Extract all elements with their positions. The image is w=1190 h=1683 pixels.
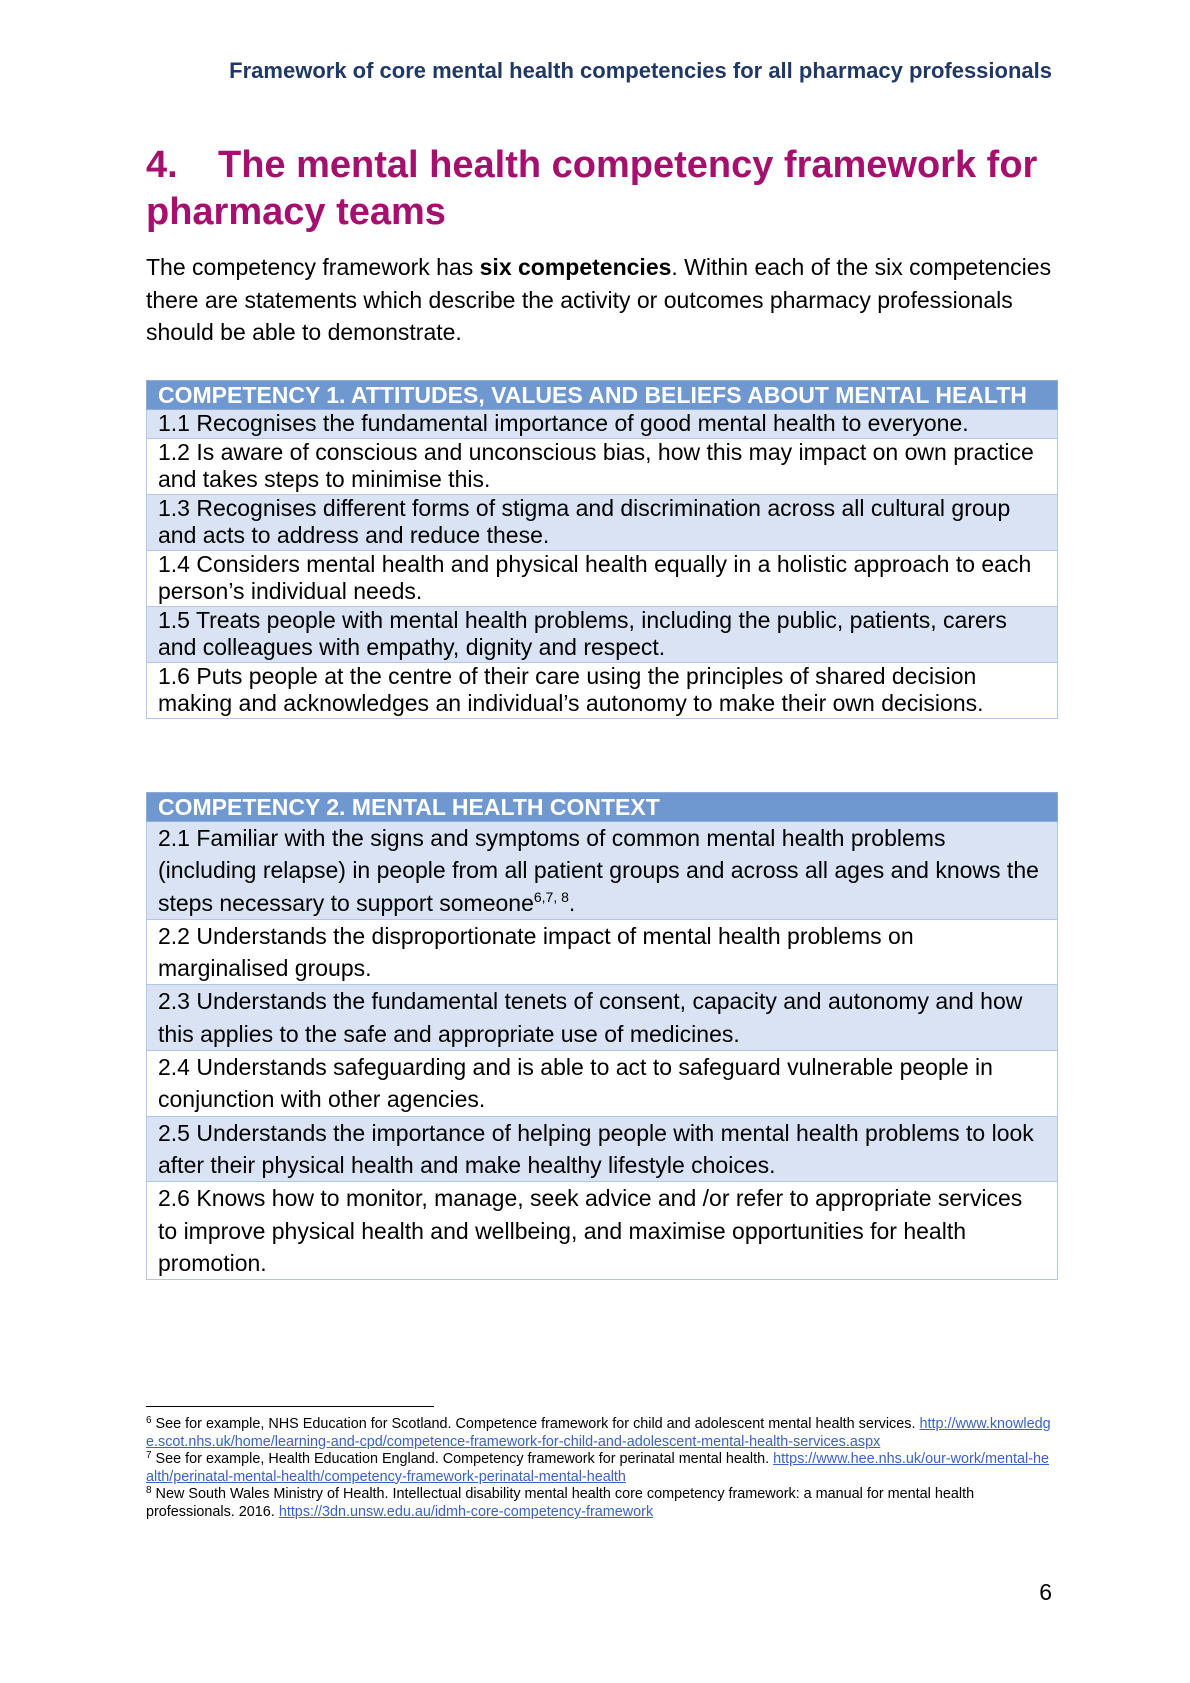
table-row (147, 494, 1058, 550)
statement-2-2: 2.2 Understands the disproportionate impact of mental health problems on marginalised groups. (147, 919, 1058, 985)
footnote-mark: 6 (146, 1415, 152, 1426)
statement-1-5: 1.5 Treats people with mental health problems, including the public, patients, carers and colleagues with empathy, dignity and respect. (147, 606, 1058, 662)
table-row (147, 438, 1058, 494)
footnote-refs: 6,7, 8 (533, 888, 569, 905)
table-row (147, 410, 1058, 439)
statement-2-4: 2.4 Understands safeguarding and is able to act to safeguard vulnerable people in conjunction with other agencies. (147, 1051, 1058, 1117)
statement-2-1-text: 2.1 Familiar with the signs and symptoms of common mental health problems (including relapse) in people from all patient groups and across all ages and knows the steps necessary to support someone (158, 825, 1039, 916)
footnote-mark: 7 (146, 1450, 152, 1462)
page-number: 6 (1039, 1579, 1052, 1605)
competency-1-heading: COMPETENCY 1. ATTITUDES, VALUES AND BELIEFS ABOUT MENTAL HEALTH (147, 381, 1058, 410)
statement-1-3: 1.3 Recognises different forms of stigma and discrimination across all cultural group and acts to address and reduce these. (147, 494, 1058, 550)
footnote-mark: 8 (146, 1485, 152, 1497)
statement-1-6: 1.6 Puts people at the centre of their care using the principles of shared decision making and acknowledges an individual’s autonomy to make their own decisions. (147, 662, 1058, 718)
table-row (147, 822, 1058, 920)
intro-text-start: The competency framework has (146, 254, 480, 280)
statement-2-1 (147, 822, 1058, 920)
table-row (147, 550, 1058, 606)
footnote-6 (146, 1416, 1056, 1451)
footnote-text: See for example, Health Education England. Competency framework for perinatal mental health. (151, 1451, 774, 1468)
intro-paragraph (146, 251, 1076, 349)
footnotes (146, 1416, 1056, 1522)
intro-emphasis: six competencies (479, 254, 672, 280)
statement-2-6: 2.6 Knows how to monitor, manage, seek advice and /or refer to appropriate services to improve physical health and wellbeing, and maximise opportunities for health promotion. (147, 1182, 1058, 1280)
section-number: 4. (146, 144, 178, 186)
statement-1-4: 1.4 Considers mental health and physical health equally in a holistic approach to each person’s individual needs. (147, 550, 1058, 606)
table-row (147, 662, 1058, 718)
competency-2-heading: COMPETENCY 2. MENTAL HEALTH CONTEXT (147, 793, 1058, 822)
statement-1-1: 1.1 Recognises the fundamental importance of good mental health to everyone. (147, 410, 1058, 439)
footnote-link[interactable]: http://www.knowledge.scot.nhs.uk/home/learning-and-cpd/competence-framework-for-child-and-adolescent-mental-health-services.aspx (146, 1416, 1051, 1450)
footnote-8 (146, 1486, 1056, 1521)
table-row (147, 606, 1058, 662)
footnote-link[interactable]: https://www.hee.nhs.uk/our-work/mental-health/perinatal-mental-health/competency-framework-perinatal-mental-health (146, 1451, 1050, 1485)
footnote-text: See for example, NHS Education for Scotland. Competence framework for child and adolescent mental health services. (151, 1416, 920, 1432)
section-title (146, 142, 1076, 236)
table-row (147, 985, 1058, 1051)
statement-1-2: 1.2 Is aware of conscious and unconscious bias, how this may impact on own practice and takes steps to minimise this. (147, 438, 1058, 494)
statement-2-1-end: . (568, 889, 576, 916)
table-row (147, 1182, 1058, 1280)
footnote-divider (146, 1406, 434, 1407)
table-row (147, 919, 1058, 985)
competency-1-table (146, 380, 1058, 719)
table-row (147, 1051, 1058, 1117)
intro-text-end: . Within each of the six competencies there are statements which describe the activity or outcomes pharmacy professionals should be able to demonstrate. (146, 254, 1052, 345)
footnote-text: New South Wales Ministry of Health. Intellectual disability mental health core competency framework: a manual for mental health professionals. 2016. (146, 1486, 975, 1520)
statement-2-5: 2.5 Understands the importance of helping people with mental health problems to look after their physical health and make healthy lifestyle choices. (147, 1116, 1058, 1182)
competency-2-table (146, 792, 1058, 1280)
table-row (147, 1116, 1058, 1182)
statement-2-3: 2.3 Understands the fundamental tenets of consent, capacity and autonomy and how this applies to the safe and appropriate use of medicines. (147, 985, 1058, 1051)
footnote-7 (146, 1451, 1056, 1486)
running-header: Framework of core mental health competencies for all pharmacy professionals (229, 58, 1052, 83)
footnote-link[interactable]: https://3dn.unsw.edu.au/idmh-core-competency-framework (278, 1503, 654, 1520)
section-title-text: The mental health competency framework for pharmacy teams (146, 144, 1038, 233)
